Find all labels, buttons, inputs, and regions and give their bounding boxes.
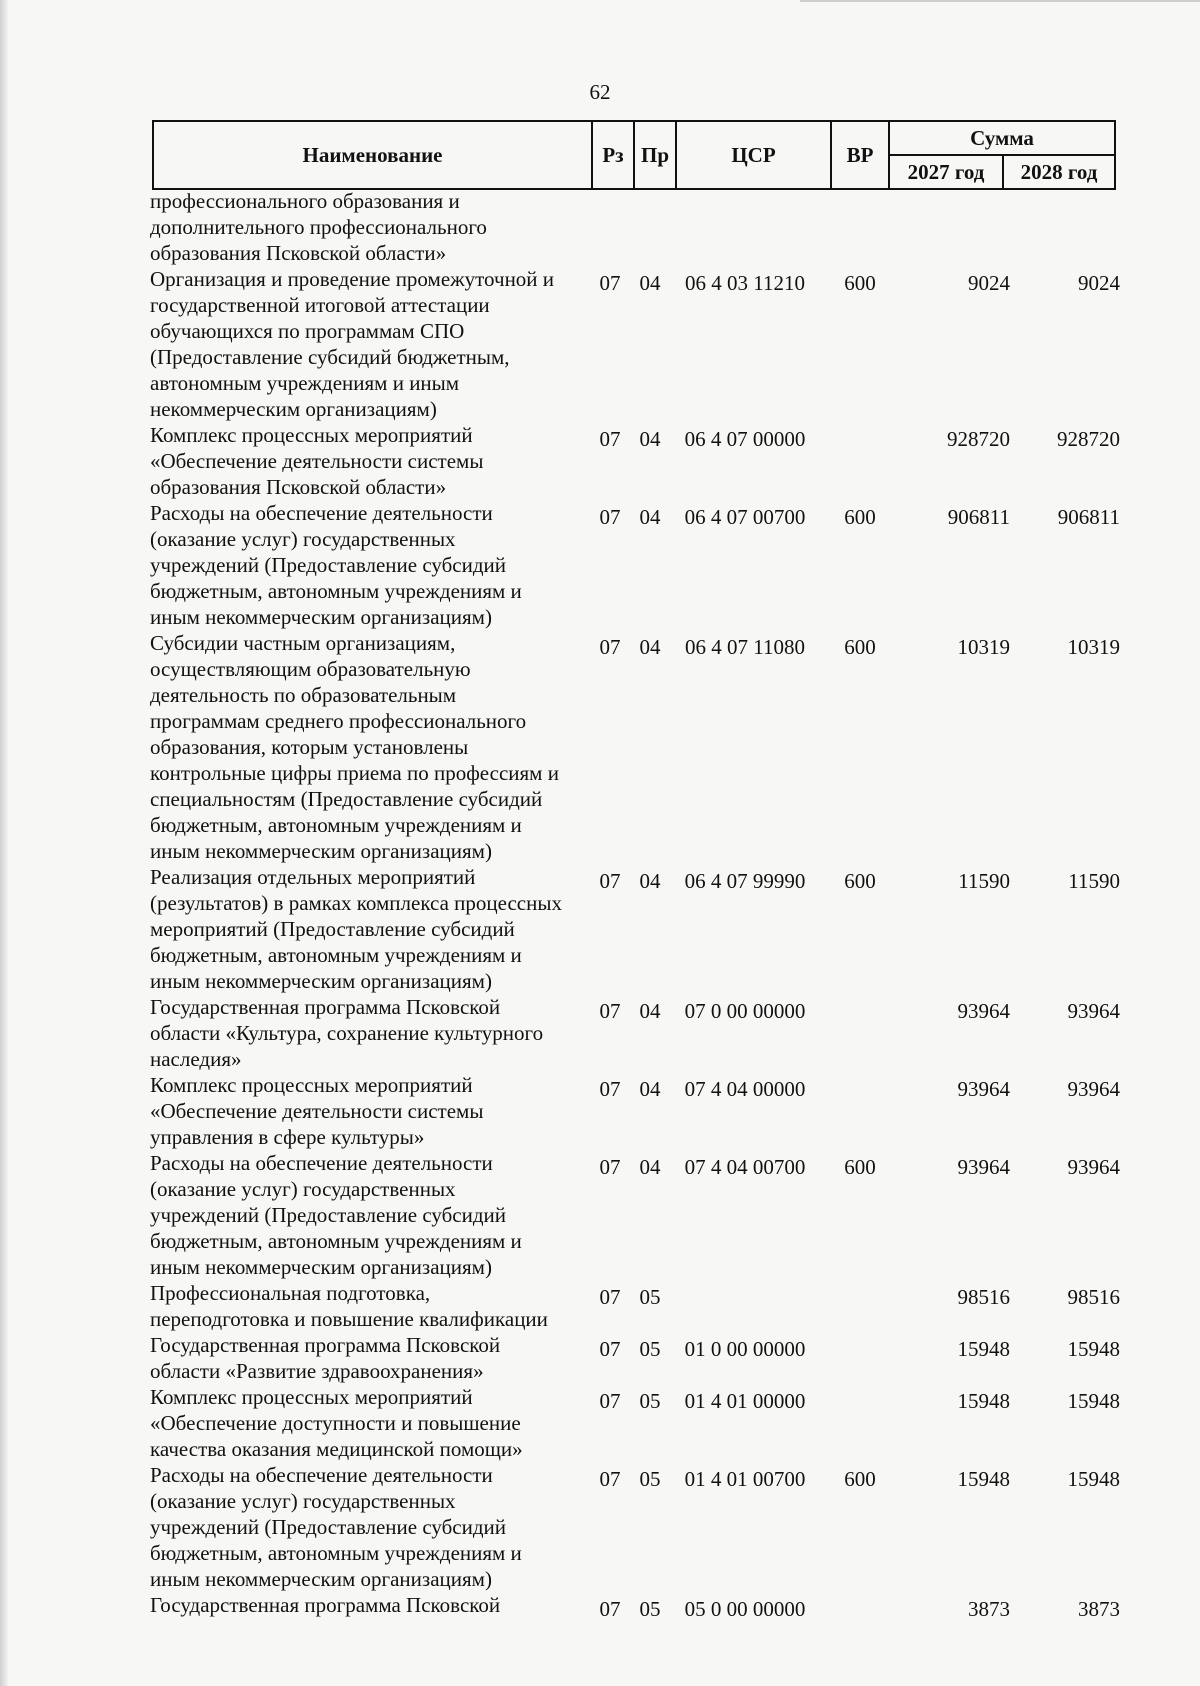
cell-sum-2027: 15948 [957, 1337, 1010, 1361]
cell-name: Государственная программа Псковской области «Развитие здравоохранения» [150, 1333, 501, 1383]
cell-pr: 05 [639, 1389, 661, 1413]
cell-vr [820, 1384, 900, 1462]
cell-name: Комплекс процессных мероприятий «Обеспечение деятельности системы образования Псковской области» [150, 423, 484, 499]
cell-csr: 06 4 07 11080 [685, 635, 805, 659]
cell-vr: 600 [844, 271, 876, 295]
cell-csr: 06 4 03 11210 [685, 271, 805, 295]
cell-name: Комплекс процессных мероприятий «Обеспечение деятельности системы управления в сфере культуры» [150, 1073, 484, 1149]
cell-sum-2028: 93964 [1067, 999, 1120, 1023]
cell-sum-2028: 3873 [1078, 1597, 1120, 1621]
cell-sum-2028: 9024 [1078, 271, 1120, 295]
cell-pr: 04 [639, 1155, 661, 1179]
cell-vr [820, 1280, 900, 1332]
table-row [150, 500, 1120, 630]
cell-rz: 07 [599, 1597, 621, 1621]
cell-sum-2027: 928720 [947, 427, 1010, 451]
cell-pr: 04 [639, 427, 661, 451]
cell-csr [670, 188, 820, 266]
table-row [150, 1592, 1120, 1622]
cell-sum-2027: 3873 [968, 1597, 1010, 1621]
cell-pr: 04 [639, 505, 661, 529]
cell-rz: 07 [599, 1389, 621, 1413]
cell-sum-2028: 10319 [1067, 635, 1120, 659]
cell-sum-2027: 11590 [958, 869, 1010, 893]
header-csr: ЦСР [731, 142, 776, 167]
cell-rz: 07 [599, 1155, 621, 1179]
cell-vr: 600 [844, 1467, 876, 1491]
cell-csr: 07 4 04 00000 [684, 1077, 806, 1101]
budget-table-body [150, 188, 1120, 1622]
cell-sum-2027: 10319 [957, 635, 1010, 659]
table-row [150, 266, 1120, 422]
cell-csr: 06 4 07 99990 [684, 869, 806, 893]
cell-pr: 04 [639, 869, 661, 893]
cell-vr: 600 [844, 635, 876, 659]
cell-csr: 05 0 00 00000 [684, 1597, 806, 1621]
cell-sum-2028: 93964 [1067, 1077, 1120, 1101]
scan-edge-left [0, 0, 8, 1686]
cell-pr: 05 [639, 1337, 661, 1361]
cell-sum-2028: 906811 [1057, 505, 1120, 529]
cell-name: Профессиональная подготовка, переподготовка и повышение квалификации [150, 1281, 548, 1331]
header-rz: Рз [602, 142, 624, 167]
cell-sum-2027: 906811 [947, 505, 1010, 529]
cell-pr: 04 [639, 1077, 661, 1101]
cell-sum-2027: 93964 [957, 1155, 1010, 1179]
table-header [152, 120, 1116, 190]
cell-sum-2028: 15948 [1067, 1467, 1120, 1491]
cell-rz: 07 [599, 1077, 621, 1101]
cell-vr [820, 1592, 900, 1622]
cell-vr [820, 422, 900, 500]
cell-vr: 600 [844, 505, 876, 529]
cell-vr [820, 1332, 900, 1384]
scan-edge-top [800, 0, 1200, 2]
cell-sum-2028: 93964 [1067, 1155, 1120, 1179]
table-row [150, 864, 1120, 994]
header-sum: Сумма [970, 125, 1034, 150]
table-row [150, 1280, 1120, 1332]
cell-csr: 07 4 04 00700 [684, 1155, 806, 1179]
cell-rz: 07 [599, 999, 621, 1023]
table-row [150, 188, 1120, 266]
cell-name: Реализация отдельных мероприятий (результатов) в рамках комплекса процессных мероприятий (Предоставление субсидий бюджетным, автономным учреждениям и иным некоммерческим организациям) [150, 865, 562, 993]
cell-rz: 07 [599, 1337, 621, 1361]
cell-rz [590, 188, 630, 266]
cell-vr [820, 188, 900, 266]
cell-pr: 05 [639, 1467, 661, 1491]
cell-pr: 04 [639, 999, 661, 1023]
header-pr: Пр [640, 142, 669, 167]
cell-name: Субсидии частным организациям, осуществляющим образовательную деятельность по образовательным программам среднего профессионального образования, которым установлены контрольные цифры приема по профессиям и специальностям (Предоставление субсидий бюджетным, автономным учреждениям и иным некоммерческим организациям) [150, 631, 559, 863]
cell-sum-2028: 928720 [1057, 427, 1120, 451]
table-row [150, 1384, 1120, 1462]
table-row [150, 994, 1120, 1072]
cell-sum-2027: 98516 [957, 1285, 1010, 1309]
cell-rz: 07 [599, 1285, 621, 1309]
header-year-2027: 2027 год [907, 159, 985, 184]
cell-pr: 04 [639, 271, 661, 295]
cell-sum-2027: 93964 [957, 1077, 1010, 1101]
cell-name: Расходы на обеспечение деятельности (оказание услуг) государственных учреждений (Предоставление субсидий бюджетным, автономным учреждениям и иным некоммерческим организациям) [150, 1151, 522, 1279]
cell-csr: 01 4 01 00000 [684, 1389, 806, 1413]
cell-csr: 01 4 01 00700 [684, 1467, 806, 1491]
header-name: Наименование [302, 142, 443, 167]
cell-rz: 07 [599, 869, 621, 893]
table-row [150, 422, 1120, 500]
cell-name: профессионального образования и дополнительного профессионального образования Псковской области» [150, 189, 487, 265]
cell-rz: 07 [599, 635, 621, 659]
cell-name: Государственная программа Псковской [150, 1593, 501, 1617]
table-row [150, 1332, 1120, 1384]
cell-sum-2027 [900, 188, 1010, 266]
cell-rz: 07 [599, 427, 621, 451]
cell-sum-2028: 11590 [1068, 869, 1120, 893]
cell-csr: 01 0 00 00000 [684, 1337, 806, 1361]
cell-pr [630, 188, 670, 266]
header-vr: ВР [846, 142, 874, 167]
cell-csr [670, 1280, 820, 1332]
cell-csr: 06 4 07 00700 [684, 505, 806, 529]
cell-vr [820, 1072, 900, 1150]
header-year-2028: 2028 год [1020, 159, 1098, 184]
cell-rz: 07 [599, 271, 621, 295]
cell-sum-2028: 15948 [1067, 1389, 1120, 1413]
cell-vr: 600 [844, 1155, 876, 1179]
cell-sum-2028: 15948 [1067, 1337, 1120, 1361]
page-number: 62 [589, 80, 611, 104]
cell-rz: 07 [599, 505, 621, 529]
cell-sum-2027: 15948 [957, 1467, 1010, 1491]
cell-pr: 05 [639, 1597, 661, 1621]
cell-name: Государственная программа Псковской области «Культура, сохранение культурного наследия» [150, 995, 544, 1071]
cell-vr: 600 [844, 869, 876, 893]
cell-sum-2027: 9024 [968, 271, 1010, 295]
cell-sum-2028 [1010, 188, 1120, 266]
cell-pr: 05 [639, 1285, 661, 1309]
cell-sum-2028: 98516 [1067, 1285, 1120, 1309]
cell-name: Организация и проведение промежуточной и государственной итоговой аттестации обучающихся по программам СПО (Предоставление субсидий бюджетным, автономным учреждениям и иным некоммерческим организациям) [150, 267, 555, 421]
cell-csr: 07 0 00 00000 [684, 999, 806, 1023]
cell-name: Расходы на обеспечение деятельности (оказание услуг) государственных учреждений (Предоставление субсидий бюджетным, автономным учреждениям и иным некоммерческим организациям) [150, 1463, 522, 1591]
cell-csr: 06 4 07 00000 [684, 427, 806, 451]
table-row [150, 1150, 1120, 1280]
cell-sum-2027: 15948 [957, 1389, 1010, 1413]
table-row [150, 1072, 1120, 1150]
table-row [150, 630, 1120, 864]
cell-pr: 04 [639, 635, 661, 659]
table-row [150, 1462, 1120, 1592]
cell-sum-2027: 93964 [957, 999, 1010, 1023]
cell-name: Комплекс процессных мероприятий «Обеспечение доступности и повышение качества оказания медицинской помощи» [150, 1385, 523, 1461]
cell-name: Расходы на обеспечение деятельности (оказание услуг) государственных учреждений (Предоставление субсидий бюджетным, автономным учреждениям и иным некоммерческим организациям) [150, 501, 522, 629]
cell-rz: 07 [599, 1467, 621, 1491]
cell-vr [820, 994, 900, 1072]
